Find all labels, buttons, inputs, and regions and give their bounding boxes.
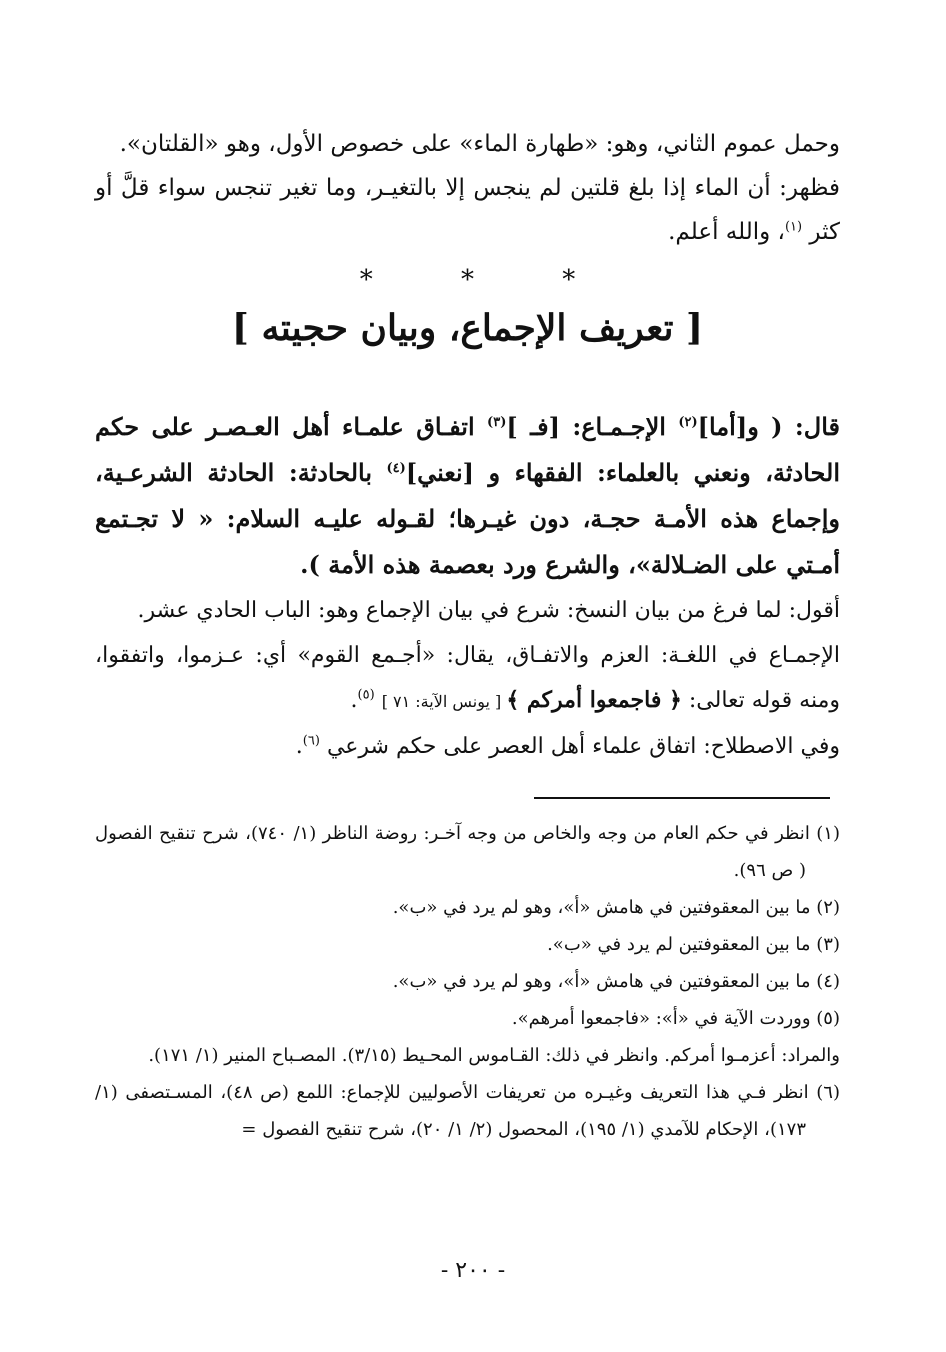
commentary-p2-end: . [350, 688, 358, 713]
quoted-text [95, 404, 840, 588]
footnote-4: (٤) ما بين المعقوفتين في هامش «أ»، وهو لم يرد في «ب». [392, 971, 840, 992]
quote-part-a: قال: ( و[أما] [697, 412, 840, 441]
commentary-paragraph-3 [95, 724, 840, 769]
commentary-paragraph-2 [95, 633, 840, 724]
footnote-6: (٦) انظر فـي هذا التعريف وغيـره من تعريفات الأصوليين للإجماع: اللمع (ص ٤٨)، المسـتصفى (١/ ١٧٣)، الإحكام للآمدي (١/ ١٩٥)، المحصول (٢/ ١/ ٢٠)، شرح تنقيح الفصول = [95, 1082, 840, 1140]
commentary-paragraph-1: أقول: لما فرغ من بيان النسخ: شرع في بيان الإجماع وهو: الباب الحادي عشر. [137, 598, 840, 623]
footnote-5: (٥) ووردت الآية في «أ»: «فاجمعوا أمرهم». [511, 1008, 840, 1029]
intro-line-2-text: فظهر: أن الماء إذا بلغ قلتين لم ينجس إلا بالتغيـر، وما تغير تنجس سواء قلَّ أو كثر [95, 175, 840, 245]
footnote-ref-2: (٢) [678, 415, 698, 430]
quote-part-c: اتفـاق علمـاء أهل العـصـر على حكم الحادثة، ونعني بالعلماء: الفقهاء و [نعني] [95, 412, 840, 487]
intro-section [95, 122, 840, 254]
footnote-ref-5: (٥) [357, 687, 375, 703]
footnote-ref-4: (٤) [386, 461, 406, 476]
footnote-ref-3: (٣) [487, 415, 507, 430]
verse-reference: [ يونس الآية: ٧١ ] [381, 692, 507, 711]
footnote-1: (١) انظر في حكم العام من وجه والخاص من وجه آخـر: روضة الناظر (١/ ٧٤٠)، شرح تنقيح الفصول ( ص ٩٦). [95, 823, 840, 881]
quote-part-b: الإجـمـاع: [فـ ] [506, 412, 679, 441]
commentary-p3-end: . [295, 734, 303, 759]
intro-line-1: وحمل عموم الثاني، وهو: «طهارة الماء» على خصوص الأول، وهو «القلتان». [119, 131, 840, 157]
intro-line-2 [95, 166, 840, 254]
page-body [95, 122, 840, 769]
footnote-divider [534, 797, 830, 799]
commentary-p3-text: وفي الاصطلاح: اتفاق علماء أهل العصر على حكم شرعي [326, 734, 840, 759]
footnote-ref-1: (١) [784, 219, 803, 235]
commentary [95, 588, 840, 769]
section-separator: * * * [359, 265, 616, 295]
footnote-5-continuation: والمراد: أعزمـوا أمركم. وانظر في ذلك: القـاموس المحـيط (٣/١٥). المصـباح المنير (١/ ١٧١). [148, 1045, 840, 1066]
footnotes [95, 815, 840, 1148]
footnote-ref-6: (٦) [302, 733, 320, 749]
commentary-p2-text: الإجمـاع في اللغـة: العزم والاتفـاق، يقال: «أجـمع القوم» أي: عـزموا، واتفقوا، ومنه قوله تعالى: [95, 643, 840, 713]
section-heading: [ تعريف الإجماع، وبيان حجيته ] [231, 307, 704, 349]
quote-part-d: بالحادثة: الحادثة الشرعـية، وإجماع هذه الأمـة حجـة، دون غيـرها؛ لقـوله عليـه السلام: « لا تجـتمع أمـتي على الضـلالة»، والشرع ورد بعصمة هذه الأمة ). [95, 458, 840, 579]
footnote-3: (٣) ما بين المعقوفتين لم يرد في «ب». [547, 934, 840, 955]
footnote-2: (٢) ما بين المعقوفتين في هامش «أ»، وهو لم يرد في «ب». [392, 897, 840, 918]
quran-verse: ﴿ فاجمعوا أمركم ﴾ [506, 687, 682, 713]
quote-paragraph [95, 404, 840, 588]
page-number: - ٢٠٠ - [440, 1258, 506, 1283]
intro-line-2-tail: ، والله أعلم. [668, 219, 785, 245]
